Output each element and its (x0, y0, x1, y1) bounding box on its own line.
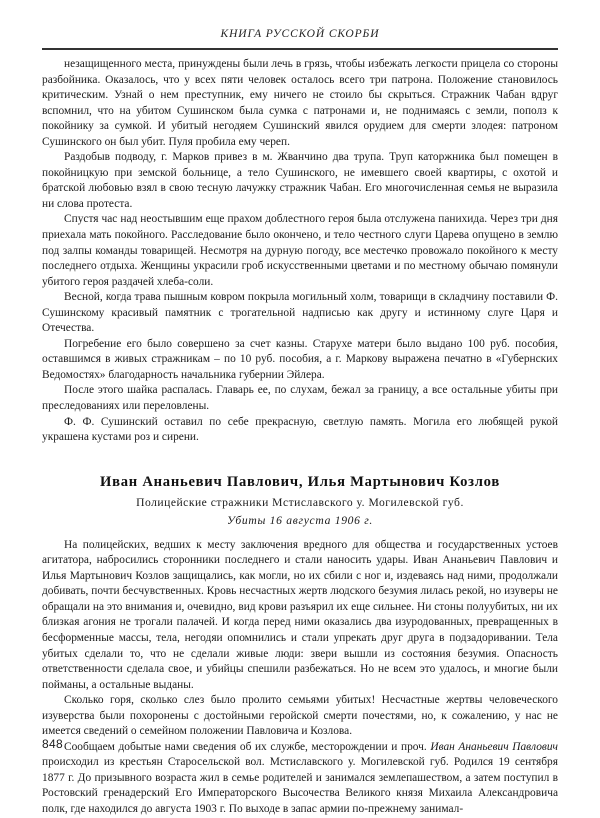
paragraph (42, 693, 558, 740)
text-run: происходил из крестьян Старосельской вол. Мстиславского у. Могилевской губ. Родился 19 сентября 1877 г. До призывного возраста жил в семье родителей и занимался землепашеством, а затем поступил в Ростовский гренадерский Его Императорского Высочества Великого князя Михаила Александровича полк, где находился до августа 1903 г. По выходе в запас армии по-прежнему занимал- (42, 756, 558, 815)
paragraph: Ф. Ф. Сушинский оставил по себе прекрасную, светлую память. Могила его любящей рукой украшена кустами роз и сирени. (42, 415, 558, 444)
article-subtitle-date: Убиты 16 августа 1906 г. (227, 513, 373, 527)
paragraph: Весной, когда трава пышным ковром покрыла могильный холм, товарищи в складчину поставили Ф. Сушинскому красивый памятник с трогательной надписью как другу и истинному слуге Царя и Отечества. (42, 291, 558, 335)
main-text-column (42, 57, 558, 818)
text-run: Сообщаем добытые нами сведения об их службе, месторождении и проч. (64, 740, 431, 753)
previous-article-body (42, 57, 558, 446)
running-head: КНИГА РУССКОЙ СКОРБИ (220, 28, 380, 40)
paragraph: незащищенного места, принуждены были лечь в грязь, чтобы избежать легкости прицела со стороны разбойника. Оказалось, что у всех пяти человек осталось всего три патрона. Положение становилось критическим. Узнай о нем преступник, ему ничего не стоило бы скрыться. Стражник Чабан вдруг вспомнил, что на убитом Сушинском была сумка с патронами и, не поднимаясь с земли, пополз к покойнику за сумкой. И убитый негодяем Сушинский явился орудием для смерти злодея: патроном Сушинского он был убит. Пуля пробила ему череп. (42, 58, 558, 148)
paragraph: Погребение его было совершено за счет казны. Старухе матери было выдано 100 руб. пособия, оставшимся в живых стражникам – по 10 руб. пособия, а г. Маркову выражена печатно в «Губернских Ведомостях» благодарность начальника губернии Эйлера. (42, 337, 558, 381)
emphasized-name: Иван Ананьевич Павлович (430, 740, 558, 753)
paragraph: Спустя час над неостывшим еще прахом доблестного героя была отслужена панихида. Через три дня приехала мать покойного. Расследование было окончено, и тело честного слуги Царева опущено в землю под залпы команды товарищей. Несмотря на дурную погоду, все местечко провожало покойного к месту последнего отдыха. Женщины украсили гроб искусственными цветами и по местному обычаю помянули убитого героя раздачей хлеба-соли. (42, 213, 558, 288)
paragraph: После этого шайка распалась. Главарь ее, по слухам, бежал за границу, а все остальные убиты при преследованиях или переловлены. (42, 384, 558, 413)
paragraph (42, 538, 558, 693)
page-number: 848 (42, 737, 63, 751)
text-run: Сколько горя, сколько слез было пролито семьями убитых! Несчастные жертвы человеческого изуверства были похоронены с достойными геройской смерти почестями, но, к сожалению, у нас не имеется сведений о семейном положении Павловича и Козлова. (42, 694, 558, 738)
paragraph (42, 740, 558, 818)
article-subtitle-role: Полицейские стражники Мстиславского у. Могилевской губ. (136, 495, 464, 509)
article-title: Иван Ананьевич Павлович, Илья Мартынович Козлов (99, 473, 500, 490)
article-body (42, 538, 558, 818)
text-run: На полицейских, ведших к месту заключения вредного для общества и государственных устоев агитатора, набросились сторонники последнего и стали наносить удары. Иван Ананьевич Павлович и Илья Мартынович Козлов защищались, как могли, но их сбили с ног и, издеваясь над ними, продолжали добивать, почти бесчувственных. Кровь несчастных жертв людского безумия лилась рекой, но изуверы не обращали на это внимания и, очевидно, вид крови разъярил их еще сильнее. Ни стоны полуубитых, ни их близкая агония не трогали палачей. И когда перед ними оказались два изуродованных, превращенных в бесформенные массы, тела, негодяи опомнились и стали упрекать друг друга в подзадоривании. Тела убитых сделали то, что не сделали живые люди: звери вышли из состояния безумия. Опасность ответственности сделала свое, и убийцы спешили разбежаться. Но не всем это удалось, и многие были пойманы, а остальные выданы. (42, 538, 558, 691)
article-heading-block (42, 472, 558, 530)
paragraph: Раздобыв подводу, г. Марков привез в м. Жванчино два трупа. Труп каторжника был помещен в покойницкую при земской больнице, а тело Сушинского, не имевшего своей квартиры, с охотой и братской любовью взял в свою тесную лачужку стражник Чабан. Его многочисленная семья не выразила ни слова протеста. (42, 151, 558, 210)
header-rule-divider (42, 48, 558, 50)
